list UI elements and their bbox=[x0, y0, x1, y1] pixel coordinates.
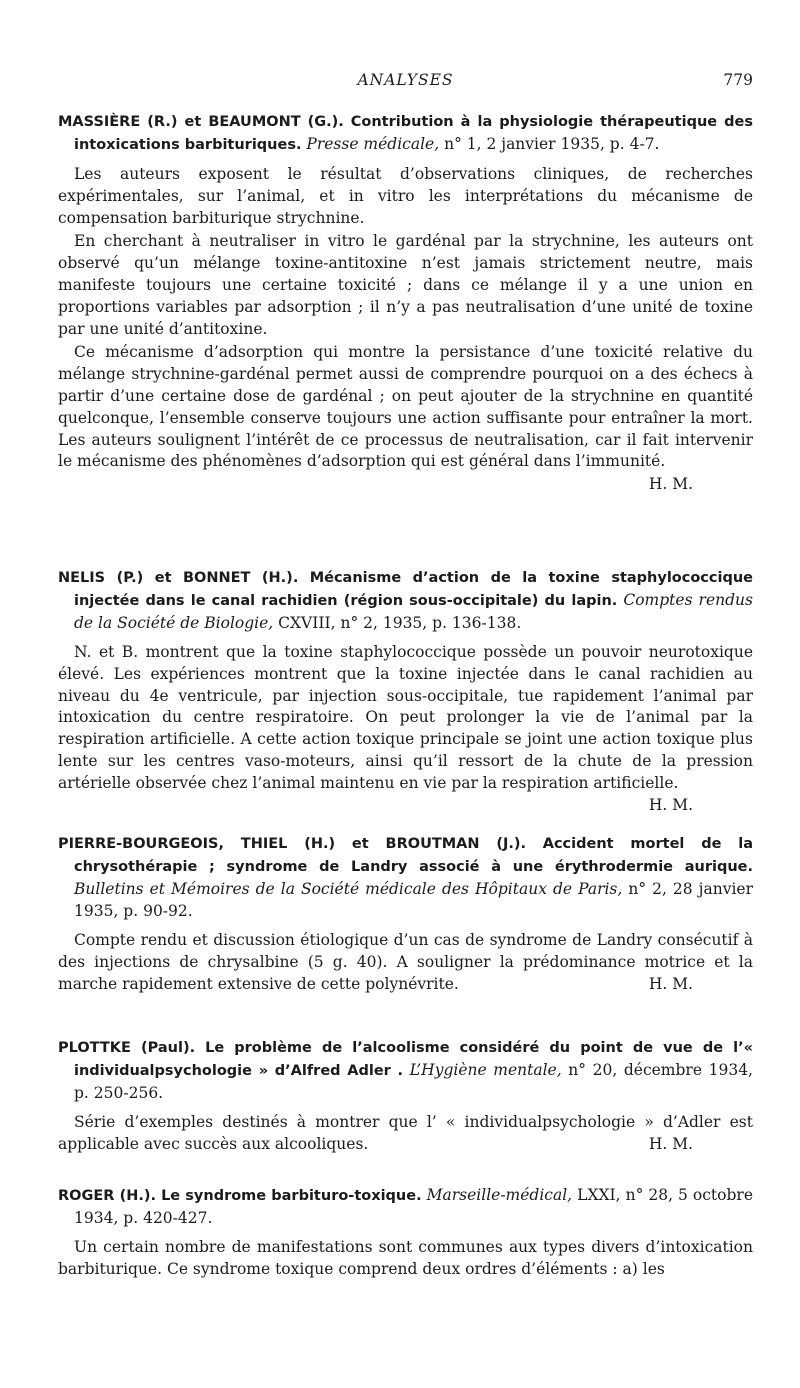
journal-source: Presse médicale, bbox=[306, 135, 440, 153]
authors: PIERRE-BOURGEOIS, THIEL (H.) et BROUTMAN (J.). bbox=[58, 836, 527, 852]
running-head bbox=[58, 71, 753, 91]
article-title: Mécanisme d’action de la toxine staphylococcique injectée dans le canal rachidien (région sous-occipitale) du lapin. bbox=[74, 570, 754, 609]
abstract-entry bbox=[58, 1036, 753, 1156]
journal-source: Marseille-médical, bbox=[426, 1186, 573, 1204]
article-title: Le problème de l’alcoolisme considéré du point de vue de l’« individualpsychologie » d’Alfred Adler . bbox=[74, 1040, 754, 1079]
article-title: Le syndrome barbituro-toxique. bbox=[161, 1188, 422, 1204]
authors: ROGER (H.). bbox=[58, 1188, 157, 1204]
abstract-paragraph bbox=[58, 1112, 753, 1156]
abstract-entry bbox=[58, 1184, 753, 1281]
page-number: 779 bbox=[723, 71, 753, 89]
citation bbox=[58, 832, 753, 922]
abstract-entry bbox=[58, 566, 753, 816]
authors: NELIS (P.) et BONNET (H.). bbox=[58, 570, 299, 586]
journal-source: Comptes rendus de la Société de Biologie, bbox=[74, 591, 753, 632]
abstract-paragraph: Un certain nombre de manifestations sont communes aux types divers d’intoxication barbiturique. Ce syndrome toxique comprend deux ordres d’éléments : a) les bbox=[58, 1238, 753, 1278]
citation-details: n° 20, décembre 1934, p. 250-256. bbox=[74, 1061, 753, 1102]
article-title: Contribution à la physiologie thérapeutique des intoxications barbituriques. bbox=[74, 114, 754, 153]
citation bbox=[58, 566, 753, 634]
reviewer-signature: H. M. bbox=[648, 1134, 693, 1153]
abstract-paragraph: Les auteurs exposent le résultat d’observations cliniques, de recherches expérimentales, sur l’animal, et in vitro les interprétations du mécanisme de compensation barbiturique strychnine. bbox=[58, 165, 753, 227]
citation bbox=[58, 1184, 753, 1229]
authors: MASSIÈRE (R.) et BEAUMONT (G.). bbox=[58, 114, 344, 130]
abstract-entry bbox=[58, 832, 753, 995]
journal-source: L’Hygiène mentale, bbox=[409, 1061, 562, 1079]
article-title: Accident mortel de la chrysothérapie ; syndrome de Landry associé à une érythrodermie aurique. bbox=[74, 836, 753, 875]
abstract-text: Série d’exemples destinés à montrer que l’ « individualpsychologie » d’Adler est applicable avec succès aux alcooliques. bbox=[58, 1113, 753, 1153]
abstract-entry bbox=[58, 110, 753, 495]
citation-details: CXVIII, n° 2, 1935, p. 136-138. bbox=[278, 614, 522, 632]
abstract-paragraph: Ce mécanisme d’adsorption qui montre la persistance d’une toxicité relative du mélange strychnine-gardénal permet aussi de comprendre pourquoi on a des échecs à partir d’une certaine dose de gardénal ; on peut ajouter de la strychnine en quantité quelconque, l’ensemble conserve toujours une action suffisante pour entraîner la mort. Les auteurs soulignent l’intérêt de ce processus de neutralisation, car il fait intervenir le mécanisme des phénomènes d’adsorption qui est général dans l’immunité. bbox=[58, 343, 753, 471]
reviewer-signature: H. M. bbox=[648, 974, 693, 993]
citation-details: n° 1, 2 janvier 1935, p. 4-7. bbox=[444, 135, 660, 153]
abstract-paragraph bbox=[58, 930, 753, 995]
running-title: ANALYSES bbox=[357, 71, 454, 89]
citation bbox=[58, 1036, 753, 1104]
reviewer-signature: H. M. bbox=[648, 475, 693, 494]
abstract-paragraph bbox=[58, 642, 753, 816]
citation bbox=[58, 110, 753, 156]
citation-details: n° 2, 28 janvier 1935, p. 90-92. bbox=[74, 880, 753, 920]
authors: PLOTTKE (Paul). bbox=[58, 1040, 196, 1056]
citation-details: LXXI, n° 28, 5 octobre 1934, p. 420-427. bbox=[74, 1186, 753, 1227]
journal-source: Bulletins et Mémoires de la Société médicale des Hôpitaux de Paris, bbox=[74, 880, 623, 898]
abstract-paragraph: En cherchant à neutraliser in vitro le gardénal par la strychnine, les auteurs ont observé qu’un mélange toxine-antitoxine n’est jamais strictement neutre, mais manifeste toujours une certaine toxicité ; dans ce mélange il y a une union en proportions variables par adsorption ; il n’y a pas neutralisation d’une unité de toxine par une unité d’antitoxine. bbox=[58, 232, 753, 338]
abstract-text: N. et B. montrent que la toxine staphylococcique possède un pouvoir neurotoxique élevé. Les expériences montrent que la toxine injectée dans le canal rachidien au niveau du 4e ventricule, par injection sous-occipitale, tue rapidement l’animal par intoxication du centre respiratoire. On peut prolonger la vie de l’animal par la respiration artificielle. A cette action toxique principale se joint une action toxique plus lente sur les centres vaso-moteurs, ainsi qu’il ressort de la chute de la pression artérielle observée chez l’animal maintenu en vie par la respiration artificielle. bbox=[58, 643, 753, 792]
reviewer-signature: H. M. bbox=[648, 795, 693, 814]
abstract-text: Compte rendu et discussion étiologique d’un cas de syndrome de Landry consécutif à des injections de chrysalbine (5 g. 40). A souligner la prédominance motrice et la marche rapidement extensive de cette polynévrite. bbox=[58, 931, 753, 993]
